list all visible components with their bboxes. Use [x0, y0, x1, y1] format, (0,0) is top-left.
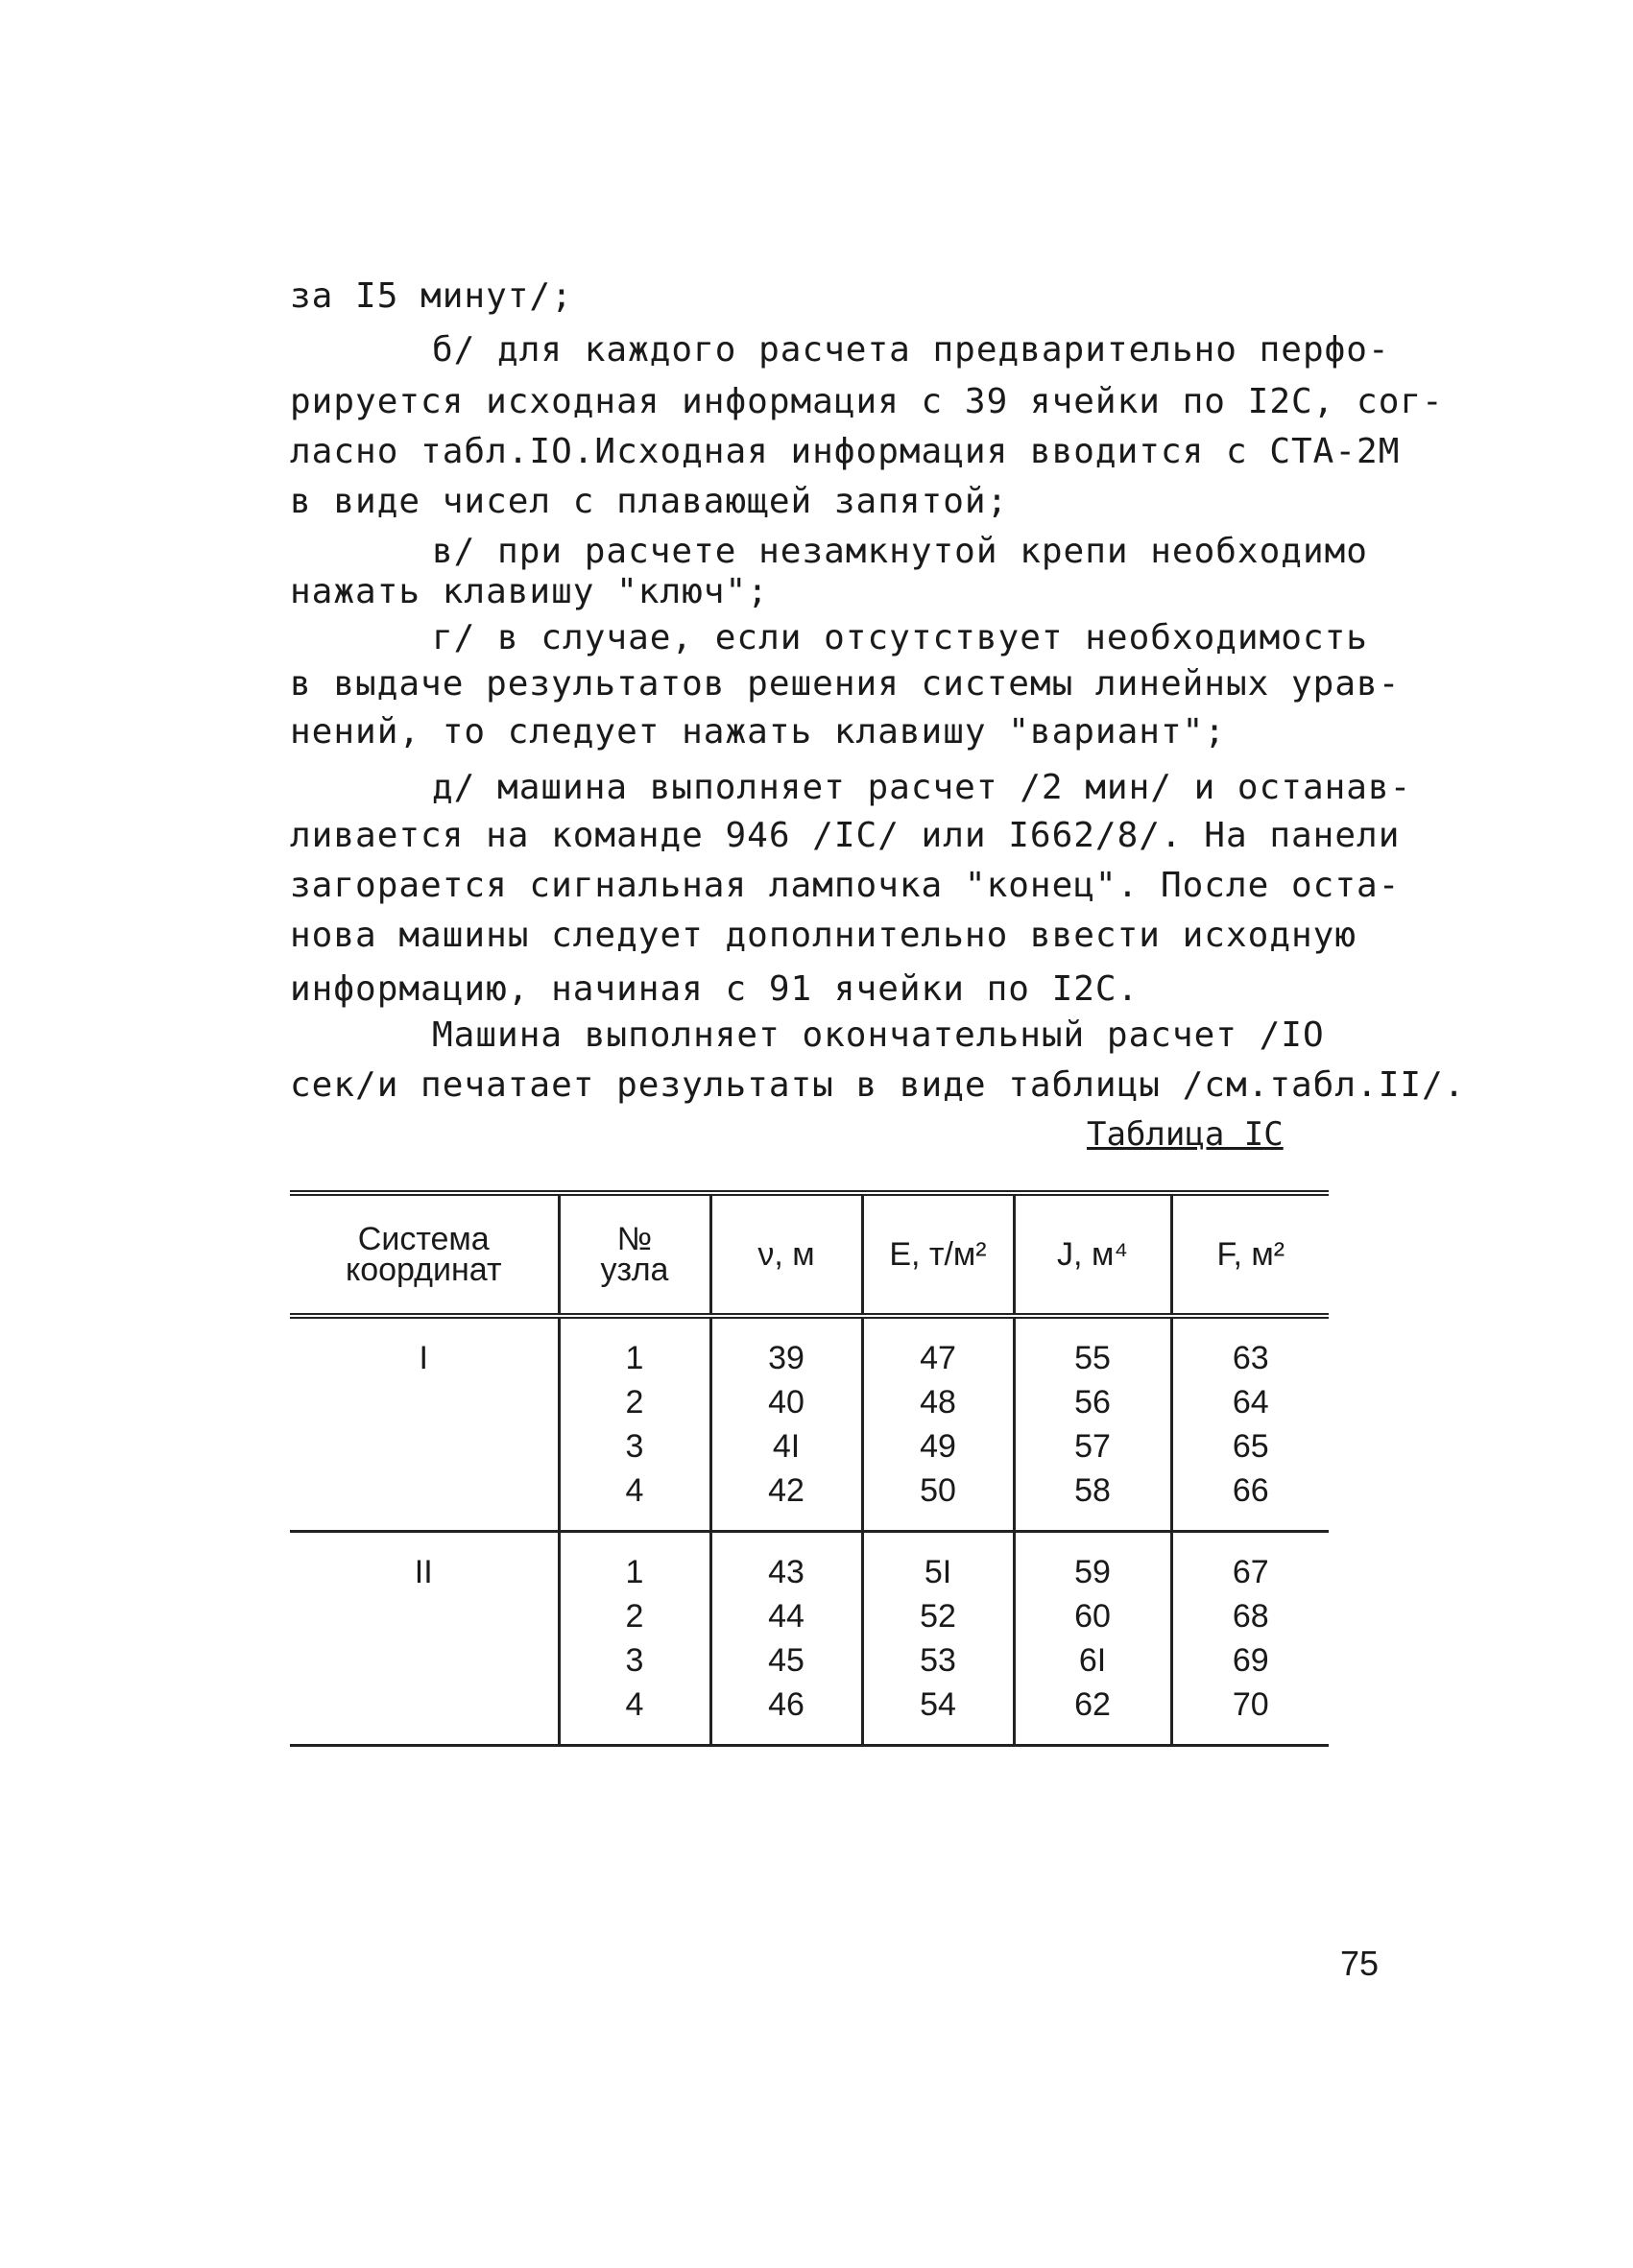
- text-line-1: за I5 минут/;: [290, 276, 573, 316]
- text-line-12: ливается на команде 946 /IC/ или I662/8/. На панели: [290, 816, 1401, 855]
- table-row: [290, 1532, 1329, 1746]
- table-caption: Таблица IC: [1087, 1115, 1284, 1154]
- cell-e: 5I 52 53 54: [862, 1532, 1014, 1746]
- header-f: F, м²: [1171, 1193, 1329, 1316]
- text-line-6: в/ при расчете незамкнутой крепи необходимо: [432, 532, 1368, 571]
- cell-v: 43 44 45 46: [710, 1532, 862, 1746]
- text-line-5: в виде чисел с плавающей запятой;: [290, 482, 1009, 521]
- cell-system: I: [290, 1316, 559, 1532]
- text-line-4: ласно табл.IO.Исходная информация вводится с СТА-2М: [290, 432, 1401, 471]
- cell-j: 59 60 6I 62: [1014, 1532, 1171, 1746]
- text-line-15: информацию, начиная с 91 ячейки по I2C.: [290, 969, 1140, 1009]
- cell-nodes: 1 2 3 4: [559, 1532, 710, 1746]
- cell-f: 63 64 65 66: [1171, 1316, 1329, 1532]
- text-line-13: загорается сигнальная лампочка "конец". После оста-: [290, 866, 1401, 905]
- header-system: Система координат: [290, 1193, 559, 1316]
- text-line-8: г/ в случае, если отсутствует необходимость: [432, 618, 1368, 657]
- text-line-17: сек/и печатает результаты в виде таблицы /см.табл.II/.: [290, 1065, 1466, 1105]
- text-line-3: рируется исходная информация с 39 ячейки по I2C, сог-: [290, 382, 1444, 421]
- table-header-row: [290, 1193, 1329, 1316]
- text-line-9: в выдаче результатов решения системы линейных урав-: [290, 664, 1401, 704]
- text-line-14: нова машины следует дополнительно ввести исходную: [290, 916, 1357, 955]
- page-number: 75: [1340, 1944, 1380, 1983]
- table-row: [290, 1316, 1329, 1532]
- cell-nodes: 1 2 3 4: [559, 1316, 710, 1532]
- header-e: E, т/м²: [862, 1193, 1014, 1316]
- cell-j: 55 56 57 58: [1014, 1316, 1171, 1532]
- header-node: № узла: [559, 1193, 710, 1316]
- text-line-11: д/ машина выполняет расчет /2 мин/ и останав-: [432, 768, 1412, 807]
- header-j: J, м⁴: [1014, 1193, 1171, 1316]
- cell-f: 67 68 69 70: [1171, 1532, 1329, 1746]
- table-group-1: [290, 1316, 1329, 1532]
- cell-e: 47 48 49 50: [862, 1316, 1014, 1532]
- cell-v: 39 40 4I 42: [710, 1316, 862, 1532]
- text-line-10: нений, то следует нажать клавишу "вариант";: [290, 712, 1226, 752]
- data-table: [290, 1190, 1329, 1747]
- text-line-7: нажать клавишу "ключ";: [290, 572, 769, 611]
- text-line-2: б/ для каждого расчета предварительно перфо-: [432, 330, 1390, 370]
- cell-system: II: [290, 1532, 559, 1746]
- text-line-16: Машина выполняет окончательный расчет /IO: [432, 1015, 1325, 1055]
- table-group-2: [290, 1532, 1329, 1746]
- header-v: ν, м: [710, 1193, 862, 1316]
